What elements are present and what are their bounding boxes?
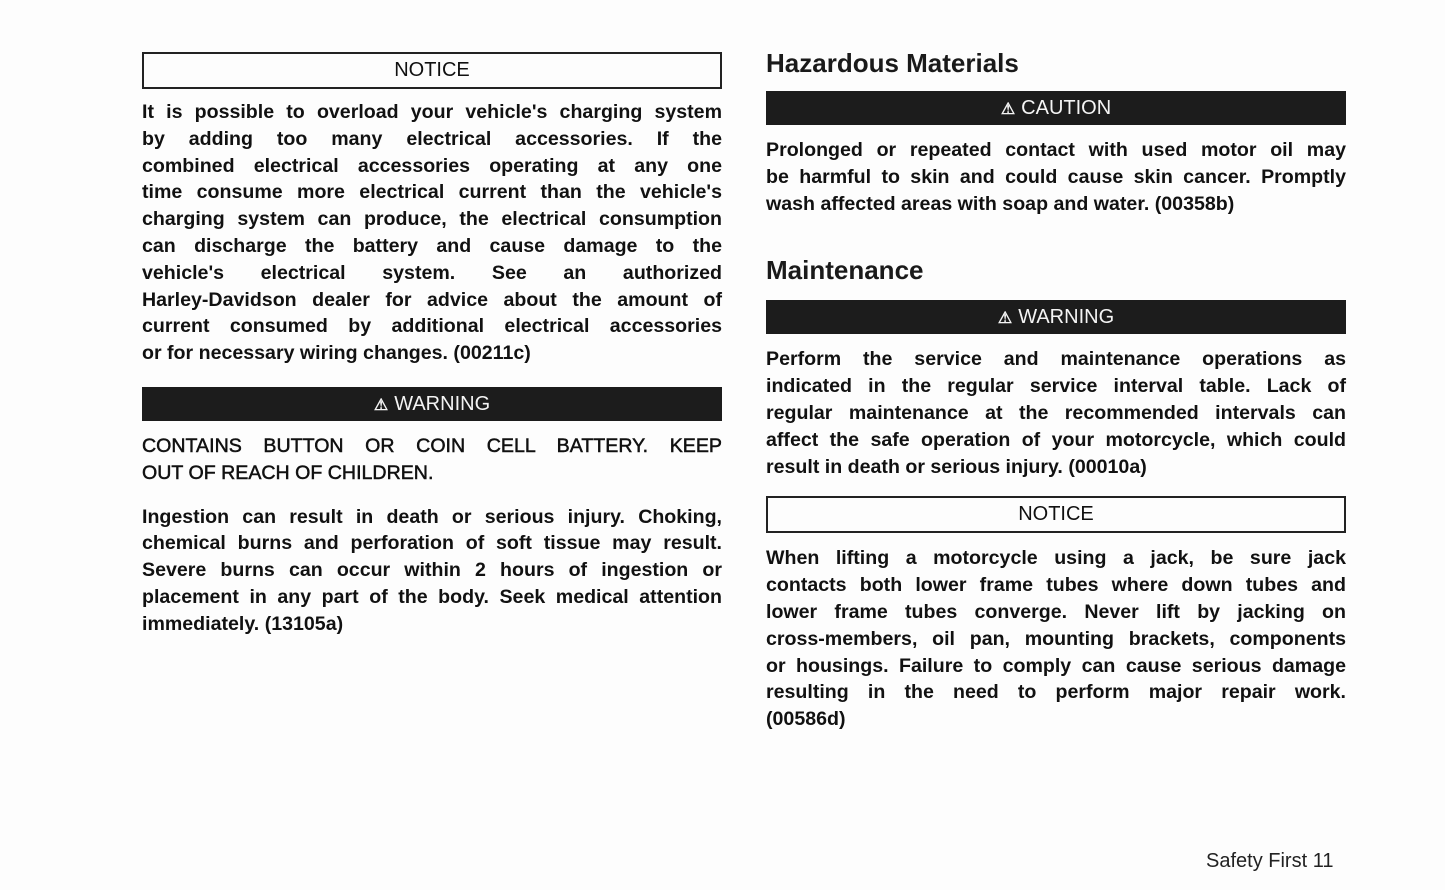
text-line: It is possible to overload your vehicle's charging system [142,101,722,123]
text-line: Ingestion can result in death or serious injury. Choking, [142,505,722,528]
text-line: current consumed by additional electrical accessories [142,315,722,338]
text-line: or for necessary wiring changes. (00211c) [142,342,531,365]
text-line: vehicle's electrical system. See an authorized [142,261,722,284]
text-line: by adding too many electrical accessories. If the [142,127,722,150]
warning-triangle-icon: ⚠ [373,396,389,414]
battery-warning-text [142,504,722,638]
text-line: time consume more electrical current than the vehicle's [142,181,722,204]
text-line: When lifting a motorcycle using a jack, be sure jack [766,547,1346,570]
caution-label: CAUTION [1021,97,1112,119]
warning-triangle-icon: ⚠ [1000,101,1016,118]
maintenance-warning-text [766,346,1346,480]
text-line: resulting in the need to perform major repair work. [766,681,1346,704]
text-line: be harmful to skin and could cause skin cancer. Promptly [766,165,1346,188]
notice-text [142,99,722,367]
text-line: immediately. (13105a) [142,612,344,635]
battery-warning-caps [142,433,722,487]
text-line: placement in any part of the body. Seek medical attention [142,585,722,608]
notice-header: NOTICE [766,496,1346,533]
text-line: Severe burns can occur within 2 hours of ingestion or [142,559,722,582]
text-line: combined electrical accessories operating at any one [142,154,722,177]
hazardous-materials-heading: Hazardous Materials [766,48,1019,78]
caution-text [766,137,1346,217]
warning-label: WARNING [1018,306,1115,329]
maintenance-heading: Maintenance [766,255,924,286]
warning-label: WARNING [394,392,491,415]
text-line: regular maintenance at the recommended intervals can [766,401,1346,424]
left-column [142,52,722,638]
text-line: result in death or serious injury. (00010a) [766,455,1147,478]
text-line: wash affected areas with soap and water. (00358b) [766,192,1235,215]
warning-triangle-icon: ⚠ [997,310,1013,328]
text-line: can discharge the battery and cause damage to the [142,234,722,257]
text-line: contacts both lower frame tubes where down tubes and [766,574,1346,597]
text-line: Harley-Davidson dealer for advice about the amount of [142,288,722,311]
notice-header: NOTICE [142,52,722,89]
warning-bar [766,300,1346,334]
text-line: affect the safe operation of your motorcycle, which could [766,428,1346,451]
text-line: or housings. Failure to comply can cause serious damage [766,654,1346,677]
text-line: CONTAINS BUTTON OR COIN CELL BATTERY. KEEP [142,434,722,457]
text-line: charging system can produce, the electrical consumption [142,208,722,231]
right-column [766,48,1346,733]
caution-bar [766,91,1346,125]
text-line: lower frame tubes converge. Never lift by jacking on [766,600,1346,623]
jack-notice-text [766,545,1346,733]
text-line: chemical burns and perforation of soft tissue may result. [142,532,722,555]
warning-bar [142,387,722,421]
text-line: Prolonged or repeated contact with used motor oil may [766,139,1346,161]
page-footer: Safety First 11 [1206,850,1334,872]
text-line: OUT OF REACH OF CHILDREN. [142,461,434,484]
text-line: Perform the service and maintenance operations as [766,348,1346,371]
text-line: (00586d) [766,708,846,731]
text-line: indicated in the regular service interval table. Lack of [766,375,1346,398]
text-line: cross-members, oil pan, mounting brackets, components [766,627,1346,650]
